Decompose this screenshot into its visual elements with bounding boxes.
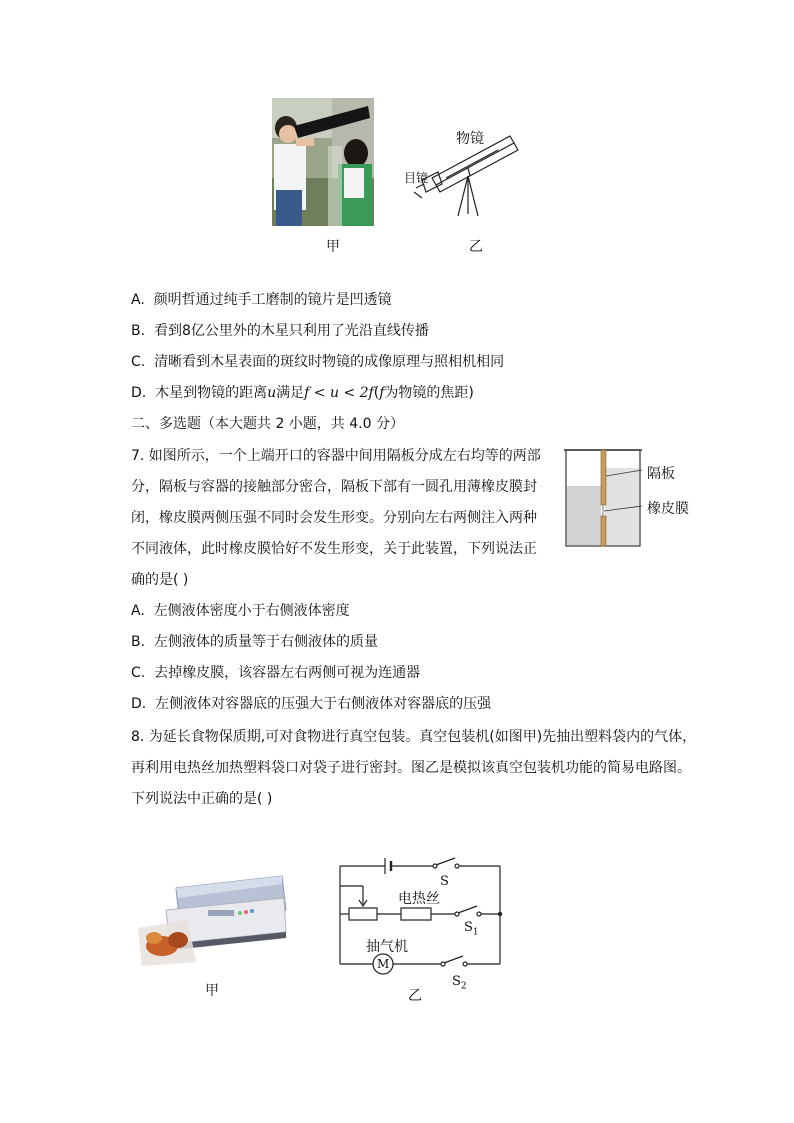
circuit-diagram — [335, 856, 507, 976]
q6-option-b: B. 看到8亿公里外的木星只利用了光沿直线传播 — [131, 323, 429, 339]
partition-label: 隔板 — [647, 466, 675, 482]
objective-lens-label: 物镜 — [456, 131, 484, 147]
q7-option-b: B. 左侧液体的质量等于右侧液体的质量 — [131, 634, 378, 650]
fig6-caption-yi: 乙 — [469, 239, 483, 255]
q8-stem-line: 再利用电热丝加热塑料袋口对袋子进行密封。图乙是模拟该真空包装机功能的简易电路图。 — [131, 760, 691, 776]
vacuum-sealer-image — [136, 870, 288, 968]
fig8-caption-yi: 乙 — [408, 988, 422, 1004]
q7-stem-line: 分，隔板与容器的接触部分密合，隔板下部有一圆孔用薄橡皮膜封 — [131, 479, 537, 495]
motor-label: M — [377, 957, 390, 971]
membrane-label: 橡皮膜 — [647, 501, 689, 517]
eyepiece-label: 目镜 — [404, 171, 429, 185]
q8-stem-line: 下列说法中正确的是( ) — [131, 791, 273, 807]
switch-s2-label: $S_2$ — [452, 974, 467, 992]
q6-option-d: D. 木星到物镜的距离u满足f < u < 2f(f为物镜的焦距) — [131, 385, 474, 401]
q7-stem-line: 确的是( ) — [131, 572, 189, 588]
section-title: 二、多选题（本大题共 2 小题，共 4.0 分） — [131, 416, 404, 432]
q7-stem-line: 闭，橡皮膜两侧压强不同时会发生形变。分别向左右两侧注入两种 — [131, 510, 537, 526]
q7-option-a: A. 左侧液体密度小于右侧液体密度 — [131, 603, 350, 619]
q6-option-c: C. 清晰看到木星表面的斑纹时物镜的成像原理与照相机相同 — [131, 354, 505, 370]
telescope-photo — [272, 98, 374, 226]
q7-stem-line: 7. 如图所示，一个上端开口的容器中间用隔板分成左右均等的两部 — [131, 448, 541, 464]
container-diagram — [562, 446, 644, 550]
q7-option-d: D. 左侧液体对容器底的压强大于右侧液体对容器底的压强 — [131, 696, 492, 712]
q7-option-c: C. 去掉橡皮膜，该容器左右两侧可视为连通器 — [131, 665, 421, 681]
q7-stem-line: 不同液体，此时橡皮膜恰好不发生形变，关于此装置，下列说法正 — [131, 541, 537, 557]
pump-label: 抽气机 — [366, 939, 408, 955]
fig6-caption-jia: 甲 — [326, 239, 340, 255]
q8-stem-line: 8. 为延长食物保质期,可对食物进行真空包装。真空包装机(如图甲)先抽出塑料袋内的气体， — [131, 729, 697, 745]
switch-s1-label: $S_1$ — [464, 920, 479, 938]
fig8-caption-jia: 甲 — [205, 983, 219, 999]
heater-label: 电热丝 — [398, 891, 440, 907]
q6-option-a: A. 颜明哲通过纯手工磨制的镜片是凹透镜 — [131, 292, 392, 308]
switch-s-label: S — [440, 874, 449, 889]
